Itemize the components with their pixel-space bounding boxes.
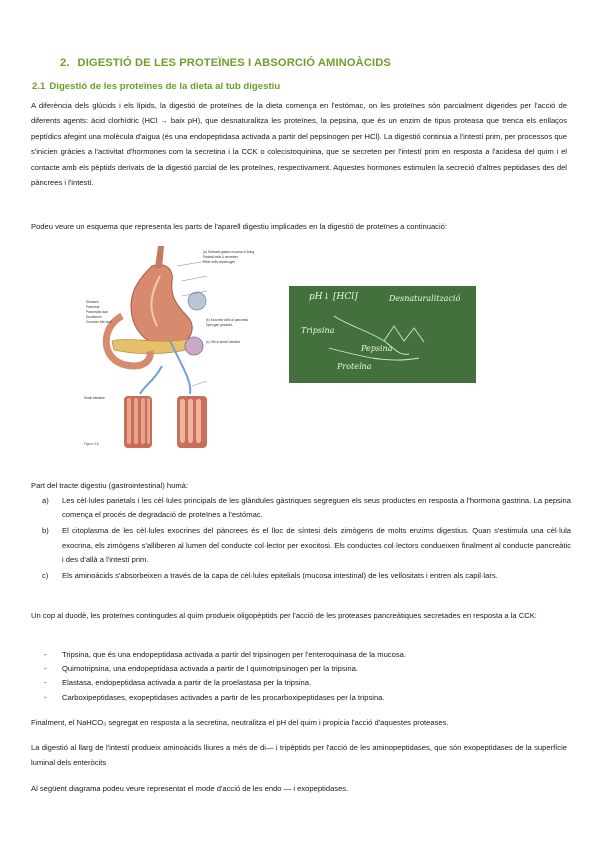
section-heading [60,57,391,69]
list-item-text: Els aminoàcids s'absorbeixen a través de la capa de cèl·lules epitelials (mucosa intestinal) de les vellositats i entren als capil·lars. [62,571,498,581]
list-item [31,569,571,583]
duodenum-paragraph: Un cop al duodè, les proteïnes contingudes al quim produeix oligopèptids per l'acció de les proteases pancreàtiques secretades en resposta a la CCK: [31,611,537,620]
list-item-text: Carboxipeptidases, exopeptidases activades a partir de les procarboxipeptidases per la tripsina. [62,692,385,702]
list-marker: - [44,664,47,674]
figure-label: Pancreatic duct [86,310,108,314]
list-item [31,494,571,522]
final-paragraph-3: Al següent diagrama podeu veure representat el mode d'acció de les endo — i exopeptidases. [31,784,349,793]
subsection-number: 2.1 [32,81,46,92]
figure-label: (a) Stomach gastric mucosa & lining [203,250,255,254]
figure-label: Chief cells pepsinogen [203,260,236,264]
list-item [31,676,571,690]
figure-label: (c) Villi of small intestine [206,340,241,344]
figure-label: Stomach [86,300,99,304]
scheme-lead-paragraph: Podeu veure un esquema que representa les parts de l'aparell digestiu implicades en la digestió de proteïnes a continuació: [31,222,447,231]
list-item-text: Quimotripsina, una endopeptidasa activada a partir de l quimotripsinogen per la tripsina. [62,664,358,674]
list-marker: - [44,692,47,702]
subsection-heading [32,81,280,92]
figure-left-labels [86,300,126,325]
final-paragraph-2: La digestió al llarg de l'intestí produeix aminoàcids lliures a més de di— i tripèptids per l'acció de les aminopeptidases, que són exopeptidases de la superfície luminal dels enteròcits [31,743,567,768]
list-marker: c) [42,571,49,581]
list-item [31,524,571,567]
intro-paragraph: A diferència dels glúcids i els lípids, la digestió de proteïnes de la dieta comença en l'estómac, on les proteïnes són parcialment digerides per l'acció de diferents agents: àcid clorhídric (HCl → baix pH), que desnaturalitza les proteïnes, la pepsina, que és un enzim de tipus proteasa que trenca els enllaços peptídics afegint una molècula d'aigua (és una endopeptidasa activada a partir del pepsinogen per HCl). La digestió continua a l'intestí prim, per processos que s'inicien gràcies a l'activitat d'hormones com la secretina i la CCK o colecistoquinina, que se secreten per l'intestí prim en resposta a l'acidesa del quim i el contacte amb els pèptids derivats de la digestió parcial de les proteïnes, respectivament. Aquestes hormones estimulen la secreció d'altres peptidases des del pàncrees i l'intestí. [31,101,567,188]
list-marker: - [44,678,47,688]
final-paragraph-1: Finalment, el NaHCO₃ segregat en resposta a la secretina, neutralitza el pH del quim i propicia l'acció d'aquestes proteases. [31,718,449,727]
chalkboard-figure [289,286,476,383]
figure-label: (b) Exocrine cells of pancreas [206,318,248,322]
enzymes-list [31,648,571,705]
section-number: 2. [60,57,70,69]
figure-label: Duodenum [86,315,102,319]
list-item-text: Tripsina, que és una endopeptidasa activada a partir del tripsinogen per l'enteroquinasa de la mucosa. [62,650,406,659]
figure-label: Pancreas [86,305,100,309]
figure-label: Parietal cells & secretion [203,255,238,259]
parts-list [31,494,571,583]
list-marker: b) [42,526,49,536]
handwritten-ph: pH↓ [HCl] [309,292,358,302]
handwritten-protein: Proteïna [337,362,372,371]
list-item-text: Elastasa, endopeptidasa activada a partir de la proelastasa per la tripsina. [62,678,312,688]
figure-label: Common bile duct [86,320,112,324]
section-title: DIGESTIÓ DE LES PROTEÏNES I ABSORCIÓ AMINOÀCIDS [77,57,391,69]
digestive-tract-illustration [82,246,272,458]
list-marker: a) [42,496,49,505]
list-item [31,648,571,662]
parts-title: Part del tracte digestiu (gastrointestinal) humà: [31,481,189,490]
list-item [31,691,571,705]
list-marker: - [44,650,47,659]
figure-caption: Figure 9-8 [84,442,99,446]
handwritten-pepsin: Pepsina [361,344,393,353]
figure-label: Zymogen granules [206,323,233,327]
handwritten-trypsin: Tripsina [301,326,335,335]
figure-label: Small intestine [84,396,105,400]
figure-label-list [203,250,273,265]
figure-right-labels [206,318,272,345]
list-item-text: Les cèl·lules parietals i les cèl·lules principals de les glàndules gàstriques segreguen els seus productes en resposta a l'hormona gastrina. La pepsina comença el procés de degradació de proteïnes a l'estómac. [62,496,571,520]
list-item-text: El citoplasma de les cèl·lules exocrines del pàncrees és el lloc de síntesi dels zimògens de molts enzims digestius. Quan s'estimula una cèl·lula exocrina, els zimògens s'alliberen al lumen del conducte col·lector per exocitosi. Els conductes col·lectors condueixen finalment al conducte pancreàtic i des d'allà a l'intestí prim. [62,526,571,564]
list-item [31,662,571,676]
handwritten-denaturation: Desnaturalització [389,294,461,303]
subsection-title: Digestió de les proteïnes de la dieta al tub digestiu [49,81,281,92]
digestive-tract-figure [82,246,272,458]
